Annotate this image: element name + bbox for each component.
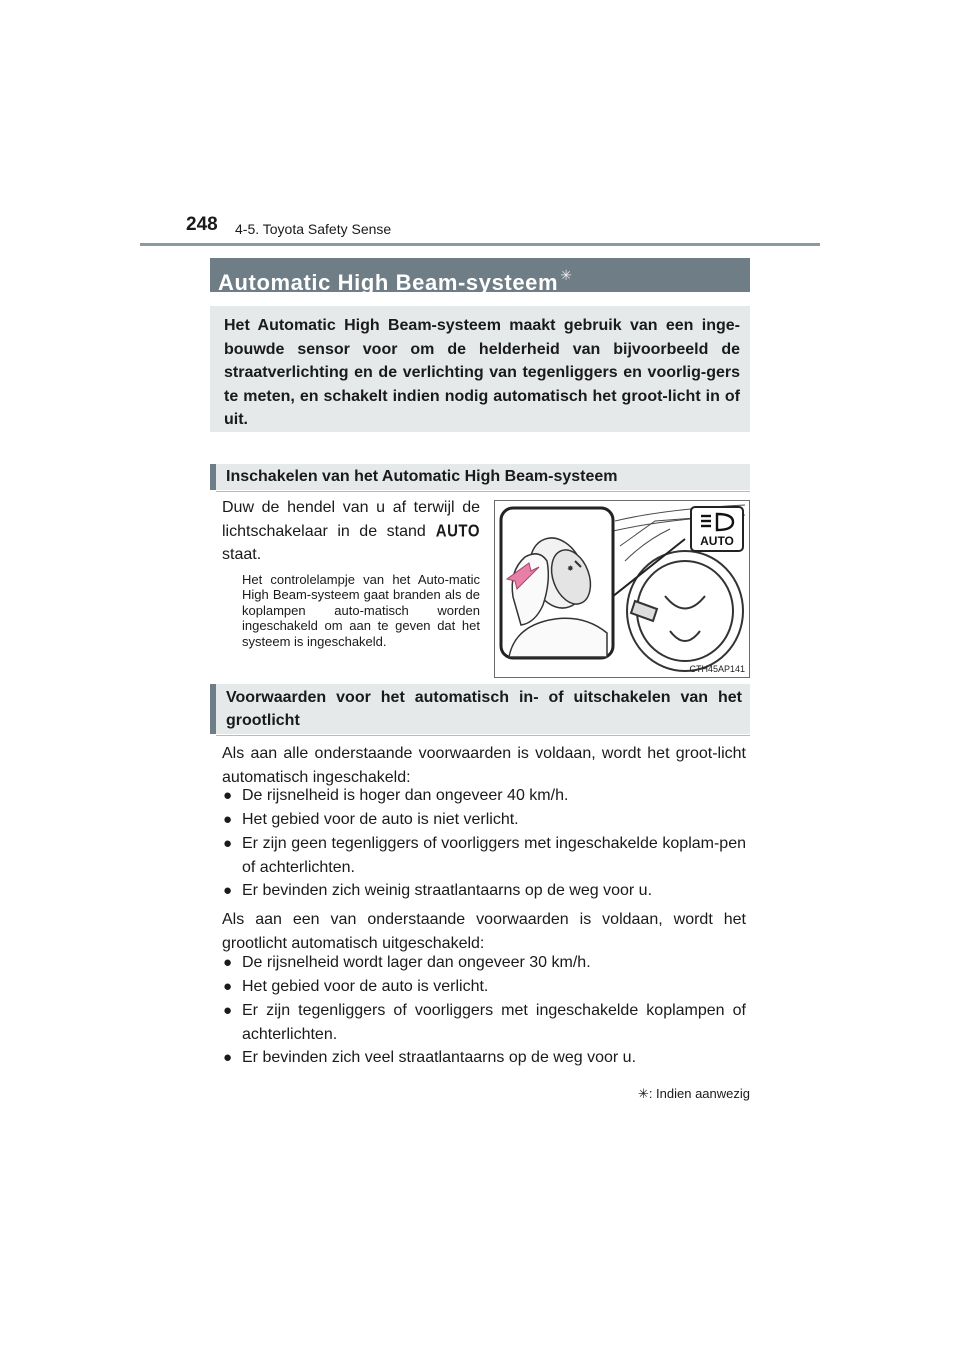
section-title: Automatic High Beam-systeem <box>218 270 559 295</box>
intro-box: Het Automatic High Beam-systeem maakt gebruik van een inge-bouwde sensor voor om de helderheid van bijvoorbeeld de straatverlichting en de verlichting van tegenliggers en voorlig-gers te meten, en schakelt indien nodig automatisch het groot-licht in of uit. <box>210 306 750 432</box>
footnote-text: : Indien aanwezig <box>648 1086 750 1101</box>
auto-symbol-icon: AUTO <box>435 521 480 541</box>
list-item: ● Het gebied voor de auto is verlicht. <box>222 975 746 999</box>
indicator-note: Het controlelampje van het Auto-matic High Beam-systeem gaat branden als de koplampen auto-matisch worden ingeschakeld om aan te geven dat het systeem is ingeschakeld. <box>242 572 480 649</box>
badge-label: AUTO <box>700 534 734 548</box>
list-item: ● Er zijn tegenliggers of voorliggers met ingeschakelde koplampen of achterlichten. <box>222 999 746 1046</box>
step-text-a: Duw de hendel van u af terwijl de lichtschakelaar in de stand <box>222 499 480 540</box>
list-item: ● De rijsnelheid wordt lager dan ongeveer 30 km/h. <box>222 951 746 975</box>
subsection-heading-activation <box>210 464 750 490</box>
page-number: 248 <box>186 214 218 235</box>
section-title-bar <box>210 258 750 295</box>
optional-marker-icon: ✳ <box>637 1086 649 1101</box>
svg-text:✸: ✸ <box>567 564 574 573</box>
bullet-icon: ● <box>223 787 233 804</box>
subsection-heading-text: Inschakelen van het Automatic High Beam-systeem <box>226 468 618 485</box>
bullet-icon: ● <box>223 978 233 995</box>
lever-illustration <box>494 500 750 678</box>
list-item: ● Er zijn geen tegenliggers of voorliggers met ingeschakelde koplam-pen of achterlichten. <box>222 832 746 879</box>
list-item: ● Het gebied voor de auto is niet verlicht. <box>222 808 746 832</box>
bullet-icon: ● <box>223 1049 233 1066</box>
bullet-icon: ● <box>223 882 233 899</box>
figure-code: CTH45AP141 <box>689 664 745 674</box>
list-item: ● Er bevinden zich weinig straatlantaarns op de weg voor u. <box>222 879 746 903</box>
list-item: ● De rijsnelheid is hoger dan ongeveer 40 km/h. <box>222 784 746 808</box>
optional-marker-icon: ✳ <box>560 267 573 283</box>
bullet-icon: ● <box>223 811 233 828</box>
off-conditions-intro: Als aan een van onderstaande voorwaarden is voldaan, wordt het grootlicht automatisch uitgeschakeld: <box>222 911 746 952</box>
footnote <box>638 1086 750 1102</box>
on-conditions-intro: Als aan alle onderstaande voorwaarden is voldaan, wordt het groot-licht automatisch ingeschakeld: <box>222 745 746 786</box>
section-reference: 4-5. Toyota Safety Sense <box>235 221 392 237</box>
subsection-heading-text: Voorwaarden voor het automatisch in- of uitschakelen van het grootlicht <box>226 689 742 729</box>
subsection-heading-conditions <box>210 684 750 734</box>
step-text-b: staat. <box>222 546 262 563</box>
bullet-icon: ● <box>223 1002 233 1019</box>
list-item: ● Er bevinden zich veel straatlantaarns op de weg voor u. <box>222 1046 746 1070</box>
bullet-icon: ● <box>223 954 233 971</box>
auto-headlight-badge-icon <box>691 507 743 551</box>
activation-step <box>222 496 480 567</box>
header-rule <box>140 243 820 246</box>
bullet-icon: ● <box>223 835 233 852</box>
